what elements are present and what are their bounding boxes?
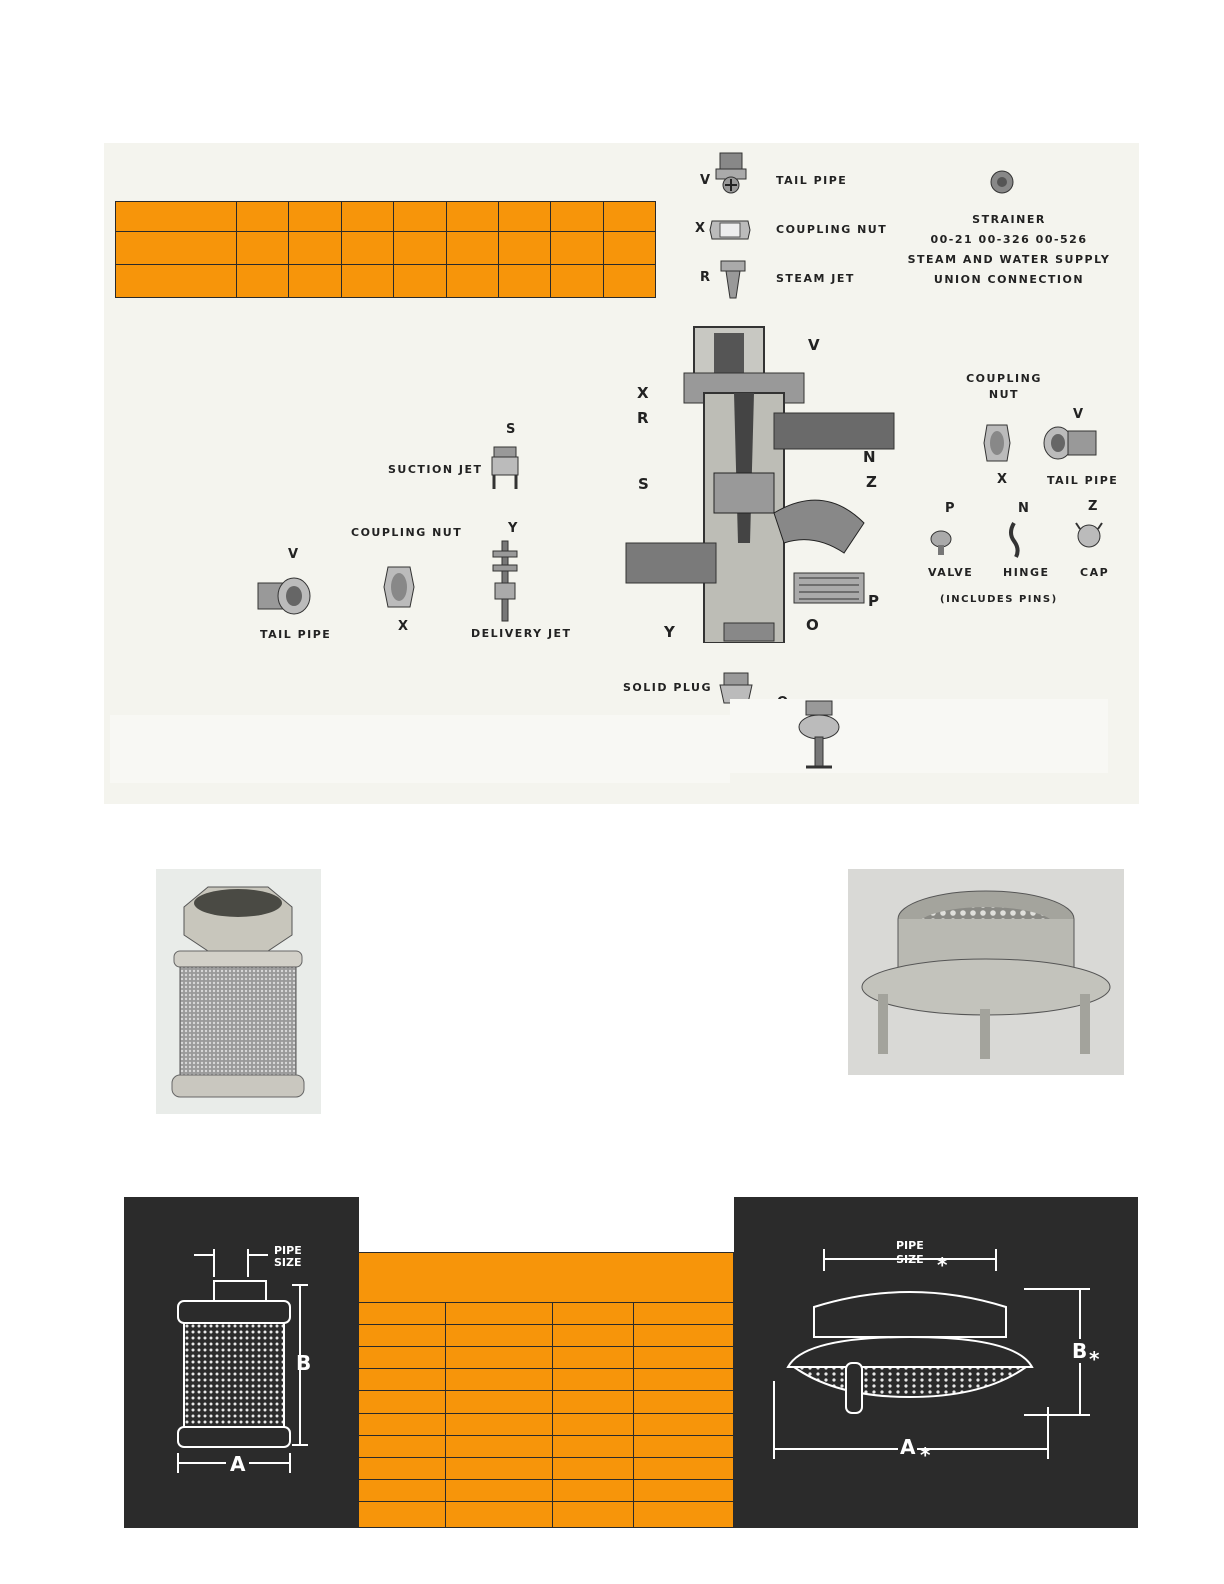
coupling-nut-icon bbox=[708, 217, 752, 243]
coupling-nut-right-caption bbox=[959, 371, 1049, 403]
coupling-nut-right-icon bbox=[982, 421, 1012, 465]
dimension-a-left: A bbox=[226, 1452, 249, 1476]
part-letter-x-top: X bbox=[695, 221, 706, 236]
part-letter-v-top: V bbox=[700, 173, 711, 188]
strainer-caption-line: STRAINER bbox=[972, 213, 1046, 226]
callout-p: P bbox=[868, 592, 879, 610]
coupling-nut-right-line: COUPLING bbox=[966, 372, 1042, 385]
part-letter-v-right: V bbox=[1073, 407, 1084, 422]
dimension-a-right-star: * bbox=[920, 1443, 931, 1467]
blank-caption-box-left bbox=[110, 715, 730, 783]
foot-strainer-photo bbox=[848, 869, 1124, 1075]
callout-r: R bbox=[637, 409, 649, 427]
cylindrical-strainer-dimensions bbox=[124, 1197, 359, 1528]
part-label-hinge: HINGE bbox=[1003, 566, 1050, 579]
dimension-a-right: A bbox=[900, 1435, 916, 1459]
overflow-valve-icon bbox=[794, 697, 844, 773]
callout-o: O bbox=[806, 616, 819, 634]
tail-pipe-left-icon bbox=[254, 573, 314, 617]
tail-pipe-icon bbox=[712, 151, 752, 195]
part-letter-p: P bbox=[945, 501, 955, 516]
part-letter-s: S bbox=[506, 422, 516, 437]
foot-strainer-illustration bbox=[848, 869, 1124, 1075]
dimension-b-right-star: * bbox=[1089, 1347, 1100, 1371]
parts-table-top bbox=[115, 201, 656, 298]
pipe-size-label-left bbox=[274, 1245, 302, 1269]
callout-y: Y bbox=[664, 623, 675, 641]
part-label-steam-jet-top: STEAM JET bbox=[776, 272, 855, 285]
callout-x: X bbox=[637, 384, 649, 402]
part-label-valve: VALVE bbox=[928, 566, 974, 579]
strainer-caption-line: STEAM AND WATER SUPPLY bbox=[907, 253, 1111, 266]
suction-jet-icon bbox=[488, 443, 522, 493]
part-label-coupling-nut-top: COUPLING NUT bbox=[776, 223, 888, 236]
dimension-b-left: B bbox=[296, 1351, 312, 1375]
strainer-dimension-drawing bbox=[124, 1197, 359, 1528]
coupling-nut-right-line: NUT bbox=[988, 388, 1020, 401]
includes-pins-note: (INCLUDES PINS) bbox=[940, 594, 1058, 605]
pipe-size-right-line: SIZE bbox=[896, 1253, 924, 1266]
part-letter-n: N bbox=[1018, 501, 1029, 516]
blank-caption-box-right bbox=[730, 699, 1108, 773]
part-letter-x-right: X bbox=[997, 472, 1008, 487]
steam-jet-icon bbox=[718, 258, 748, 300]
part-letter-x-left: X bbox=[398, 619, 409, 634]
foot-strainer-dimension-drawing bbox=[734, 1197, 1138, 1528]
hinge-icon bbox=[1004, 519, 1030, 559]
callout-z: Z bbox=[866, 473, 877, 491]
pipe-size-left-line: PIPE bbox=[274, 1244, 302, 1257]
coupling-nut-left-icon bbox=[382, 563, 416, 611]
part-label-tail-pipe-right: TAIL PIPE bbox=[1047, 474, 1119, 487]
dimension-b-right: B bbox=[1072, 1339, 1088, 1363]
part-label-tail-pipe-left: TAIL PIPE bbox=[260, 628, 332, 641]
pipe-size-label-right bbox=[896, 1239, 924, 1267]
strainer-caption-line: UNION CONNECTION bbox=[933, 273, 1085, 286]
delivery-jet-icon bbox=[487, 539, 523, 623]
pipe-size-right-line: PIPE bbox=[896, 1239, 924, 1252]
part-letter-r-top: R bbox=[700, 270, 711, 285]
valve-icon bbox=[928, 527, 954, 557]
cap-icon bbox=[1074, 519, 1104, 553]
cylindrical-strainer-illustration bbox=[156, 869, 321, 1114]
part-letter-v-left: V bbox=[288, 547, 299, 562]
pipe-size-left-line: SIZE bbox=[274, 1256, 302, 1269]
strainer-dimensions-table bbox=[358, 1252, 734, 1528]
tail-pipe-right-icon bbox=[1040, 423, 1100, 463]
part-label-suction-jet: SUCTION JET bbox=[388, 463, 483, 476]
part-letter-z: Z bbox=[1088, 499, 1098, 514]
callout-s: S bbox=[638, 475, 649, 493]
part-label-delivery-jet: DELIVERY JET bbox=[471, 627, 572, 640]
part-label-cap: CAP bbox=[1080, 566, 1110, 579]
part-label-tail-pipe-top: TAIL PIPE bbox=[776, 174, 848, 187]
part-label-coupling-nut-left: COUPLING NUT bbox=[351, 526, 463, 539]
strainer-icon bbox=[987, 167, 1017, 197]
callout-n: N bbox=[863, 448, 876, 466]
injector-cross-section bbox=[624, 323, 904, 643]
strainer-caption-line: 00-21 00-326 00-526 bbox=[930, 233, 1088, 246]
parts-diagram-panel bbox=[104, 143, 1139, 804]
part-label-solid-plug: SOLID PLUG bbox=[623, 681, 712, 694]
callout-v: V bbox=[808, 336, 820, 354]
cylindrical-strainer-photo bbox=[156, 869, 321, 1114]
strainer-caption bbox=[904, 210, 1114, 290]
pipe-size-star: * bbox=[937, 1253, 948, 1277]
part-letter-y-left: Y bbox=[508, 521, 518, 536]
